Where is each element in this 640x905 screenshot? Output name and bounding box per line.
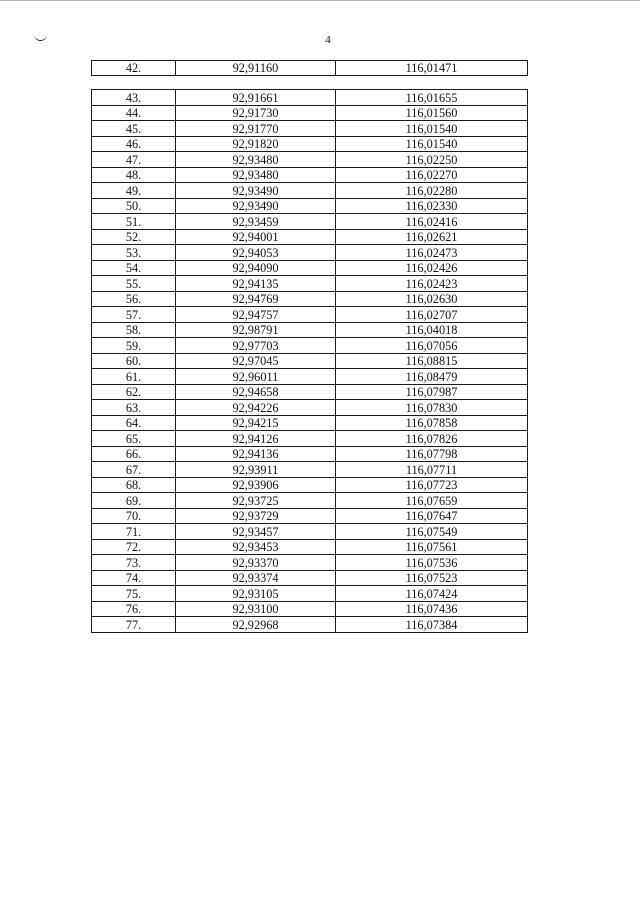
point-number-cell: 45. bbox=[92, 121, 176, 137]
table-row bbox=[92, 353, 528, 369]
point-number-cell: 62. bbox=[92, 384, 176, 400]
y-coordinate-cell: 116,07436 bbox=[336, 601, 528, 617]
point-number-cell: 43. bbox=[92, 90, 176, 106]
point-number-cell: 59. bbox=[92, 338, 176, 354]
point-number-cell: 66. bbox=[92, 446, 176, 462]
table-row bbox=[92, 400, 528, 416]
x-coordinate-cell: 92,93725 bbox=[176, 493, 336, 509]
table-row bbox=[92, 493, 528, 509]
x-coordinate-cell: 92,93480 bbox=[176, 167, 336, 183]
x-coordinate-cell: 92,93370 bbox=[176, 555, 336, 571]
y-coordinate-cell: 116,07659 bbox=[336, 493, 528, 509]
x-coordinate-cell: 92,93457 bbox=[176, 524, 336, 540]
table-row bbox=[92, 539, 528, 555]
point-number-cell: 50. bbox=[92, 198, 176, 214]
table-row bbox=[92, 105, 528, 121]
x-coordinate-cell: 92,93911 bbox=[176, 462, 336, 478]
point-number-cell: 56. bbox=[92, 291, 176, 307]
x-coordinate-cell: 92,97045 bbox=[176, 353, 336, 369]
point-number-cell: 52. bbox=[92, 229, 176, 245]
x-coordinate-cell: 92,93459 bbox=[176, 214, 336, 230]
y-coordinate-cell: 116,07711 bbox=[336, 462, 528, 478]
y-coordinate-cell: 116,07830 bbox=[336, 400, 528, 416]
table-row bbox=[92, 462, 528, 478]
x-coordinate-cell: 92,98791 bbox=[176, 322, 336, 338]
table-row bbox=[92, 276, 528, 292]
table-row bbox=[92, 446, 528, 462]
table-row bbox=[92, 477, 528, 493]
point-number-cell: 67. bbox=[92, 462, 176, 478]
coordinates-table bbox=[91, 89, 528, 633]
table-row bbox=[92, 260, 528, 276]
y-coordinate-cell: 116,07384 bbox=[336, 617, 528, 633]
point-number-cell: 54. bbox=[92, 260, 176, 276]
x-coordinate-cell: 92,94090 bbox=[176, 260, 336, 276]
x-coordinate-cell: 92,94053 bbox=[176, 245, 336, 261]
point-number-cell: 71. bbox=[92, 524, 176, 540]
y-coordinate-cell: 116,07424 bbox=[336, 586, 528, 602]
y-coordinate-cell: 116,02416 bbox=[336, 214, 528, 230]
y-coordinate-cell: 116,07549 bbox=[336, 524, 528, 540]
x-coordinate-cell: 92,93490 bbox=[176, 183, 336, 199]
x-coordinate-cell: 92,94226 bbox=[176, 400, 336, 416]
y-coordinate-cell: 116,02330 bbox=[336, 198, 528, 214]
point-number-cell: 47. bbox=[92, 152, 176, 168]
y-coordinate-cell: 116,07056 bbox=[336, 338, 528, 354]
y-coordinate-cell: 116,01540 bbox=[336, 136, 528, 152]
x-coordinate-cell: 92,93906 bbox=[176, 477, 336, 493]
y-coordinate-cell: 116,08479 bbox=[336, 369, 528, 385]
table-row bbox=[92, 570, 528, 586]
point-number-cell: 73. bbox=[92, 555, 176, 571]
y-coordinate-cell: 116,02426 bbox=[336, 260, 528, 276]
point-number-cell: 57. bbox=[92, 307, 176, 323]
point-number-cell: 75. bbox=[92, 586, 176, 602]
table-row bbox=[92, 61, 528, 76]
point-number-cell: 42. bbox=[92, 61, 176, 76]
table-row bbox=[92, 121, 528, 137]
table-row bbox=[92, 508, 528, 524]
y-coordinate-cell: 116,04018 bbox=[336, 322, 528, 338]
y-coordinate-cell: 116,02630 bbox=[336, 291, 528, 307]
point-number-cell: 70. bbox=[92, 508, 176, 524]
x-coordinate-cell: 92,94658 bbox=[176, 384, 336, 400]
point-number-cell: 58. bbox=[92, 322, 176, 338]
point-number-cell: 51. bbox=[92, 214, 176, 230]
x-coordinate-cell: 92,93100 bbox=[176, 601, 336, 617]
y-coordinate-cell: 116,01540 bbox=[336, 121, 528, 137]
point-number-cell: 46. bbox=[92, 136, 176, 152]
table-row bbox=[92, 245, 528, 261]
x-coordinate-cell: 92,91820 bbox=[176, 136, 336, 152]
y-coordinate-cell: 116,02270 bbox=[336, 167, 528, 183]
x-coordinate-cell: 92,94215 bbox=[176, 415, 336, 431]
y-coordinate-cell: 116,02250 bbox=[336, 152, 528, 168]
table-row bbox=[92, 183, 528, 199]
x-coordinate-cell: 92,94769 bbox=[176, 291, 336, 307]
point-number-cell: 61. bbox=[92, 369, 176, 385]
y-coordinate-cell: 116,08815 bbox=[336, 353, 528, 369]
point-number-cell: 76. bbox=[92, 601, 176, 617]
y-coordinate-cell: 116,01471 bbox=[336, 61, 528, 76]
point-number-cell: 48. bbox=[92, 167, 176, 183]
y-coordinate-cell: 116,07523 bbox=[336, 570, 528, 586]
page-top-edge bbox=[0, 0, 640, 1]
point-number-cell: 60. bbox=[92, 353, 176, 369]
x-coordinate-cell: 92,94136 bbox=[176, 446, 336, 462]
table-row bbox=[92, 384, 528, 400]
y-coordinate-cell: 116,07536 bbox=[336, 555, 528, 571]
y-coordinate-cell: 116,01560 bbox=[336, 105, 528, 121]
table-row bbox=[92, 198, 528, 214]
x-coordinate-cell: 92,93374 bbox=[176, 570, 336, 586]
point-number-cell: 49. bbox=[92, 183, 176, 199]
table-row bbox=[92, 555, 528, 571]
point-number-cell: 44. bbox=[92, 105, 176, 121]
table-row bbox=[92, 431, 528, 447]
y-coordinate-cell: 116,02423 bbox=[336, 276, 528, 292]
y-coordinate-cell: 116,02473 bbox=[336, 245, 528, 261]
x-coordinate-cell: 92,92968 bbox=[176, 617, 336, 633]
coordinates-table-continued-row bbox=[91, 60, 528, 76]
x-coordinate-cell: 92,94757 bbox=[176, 307, 336, 323]
table-row bbox=[92, 90, 528, 106]
point-number-cell: 64. bbox=[92, 415, 176, 431]
x-coordinate-cell: 92,94001 bbox=[176, 229, 336, 245]
point-number-cell: 69. bbox=[92, 493, 176, 509]
table-row bbox=[92, 338, 528, 354]
scan-corner-mark bbox=[34, 33, 47, 41]
table-row bbox=[92, 152, 528, 168]
x-coordinate-cell: 92,93729 bbox=[176, 508, 336, 524]
y-coordinate-cell: 116,07561 bbox=[336, 539, 528, 555]
y-coordinate-cell: 116,07987 bbox=[336, 384, 528, 400]
y-coordinate-cell: 116,02621 bbox=[336, 229, 528, 245]
table-row bbox=[92, 415, 528, 431]
point-number-cell: 63. bbox=[92, 400, 176, 416]
x-coordinate-cell: 92,91730 bbox=[176, 105, 336, 121]
y-coordinate-cell: 116,02707 bbox=[336, 307, 528, 323]
point-number-cell: 55. bbox=[92, 276, 176, 292]
y-coordinate-cell: 116,02280 bbox=[336, 183, 528, 199]
table-row bbox=[92, 214, 528, 230]
table-row bbox=[92, 291, 528, 307]
x-coordinate-cell: 92,93480 bbox=[176, 152, 336, 168]
table-row bbox=[92, 601, 528, 617]
table-row bbox=[92, 307, 528, 323]
y-coordinate-cell: 116,07723 bbox=[336, 477, 528, 493]
x-coordinate-cell: 92,94126 bbox=[176, 431, 336, 447]
point-number-cell: 68. bbox=[92, 477, 176, 493]
x-coordinate-cell: 92,93105 bbox=[176, 586, 336, 602]
point-number-cell: 74. bbox=[92, 570, 176, 586]
x-coordinate-cell: 92,96011 bbox=[176, 369, 336, 385]
x-coordinate-cell: 92,93490 bbox=[176, 198, 336, 214]
page-number: 4 bbox=[325, 34, 331, 46]
table-row bbox=[92, 586, 528, 602]
y-coordinate-cell: 116,07858 bbox=[336, 415, 528, 431]
table-row bbox=[92, 524, 528, 540]
y-coordinate-cell: 116,07826 bbox=[336, 431, 528, 447]
table-row bbox=[92, 136, 528, 152]
table-row bbox=[92, 229, 528, 245]
table-row bbox=[92, 322, 528, 338]
y-coordinate-cell: 116,07647 bbox=[336, 508, 528, 524]
point-number-cell: 53. bbox=[92, 245, 176, 261]
x-coordinate-cell: 92,91770 bbox=[176, 121, 336, 137]
x-coordinate-cell: 92,91661 bbox=[176, 90, 336, 106]
x-coordinate-cell: 92,91160 bbox=[176, 61, 336, 76]
x-coordinate-cell: 92,94135 bbox=[176, 276, 336, 292]
point-number-cell: 77. bbox=[92, 617, 176, 633]
x-coordinate-cell: 92,97703 bbox=[176, 338, 336, 354]
table-row bbox=[92, 617, 528, 633]
table-row bbox=[92, 167, 528, 183]
y-coordinate-cell: 116,01655 bbox=[336, 90, 528, 106]
table-row bbox=[92, 369, 528, 385]
point-number-cell: 72. bbox=[92, 539, 176, 555]
x-coordinate-cell: 92,93453 bbox=[176, 539, 336, 555]
y-coordinate-cell: 116,07798 bbox=[336, 446, 528, 462]
point-number-cell: 65. bbox=[92, 431, 176, 447]
